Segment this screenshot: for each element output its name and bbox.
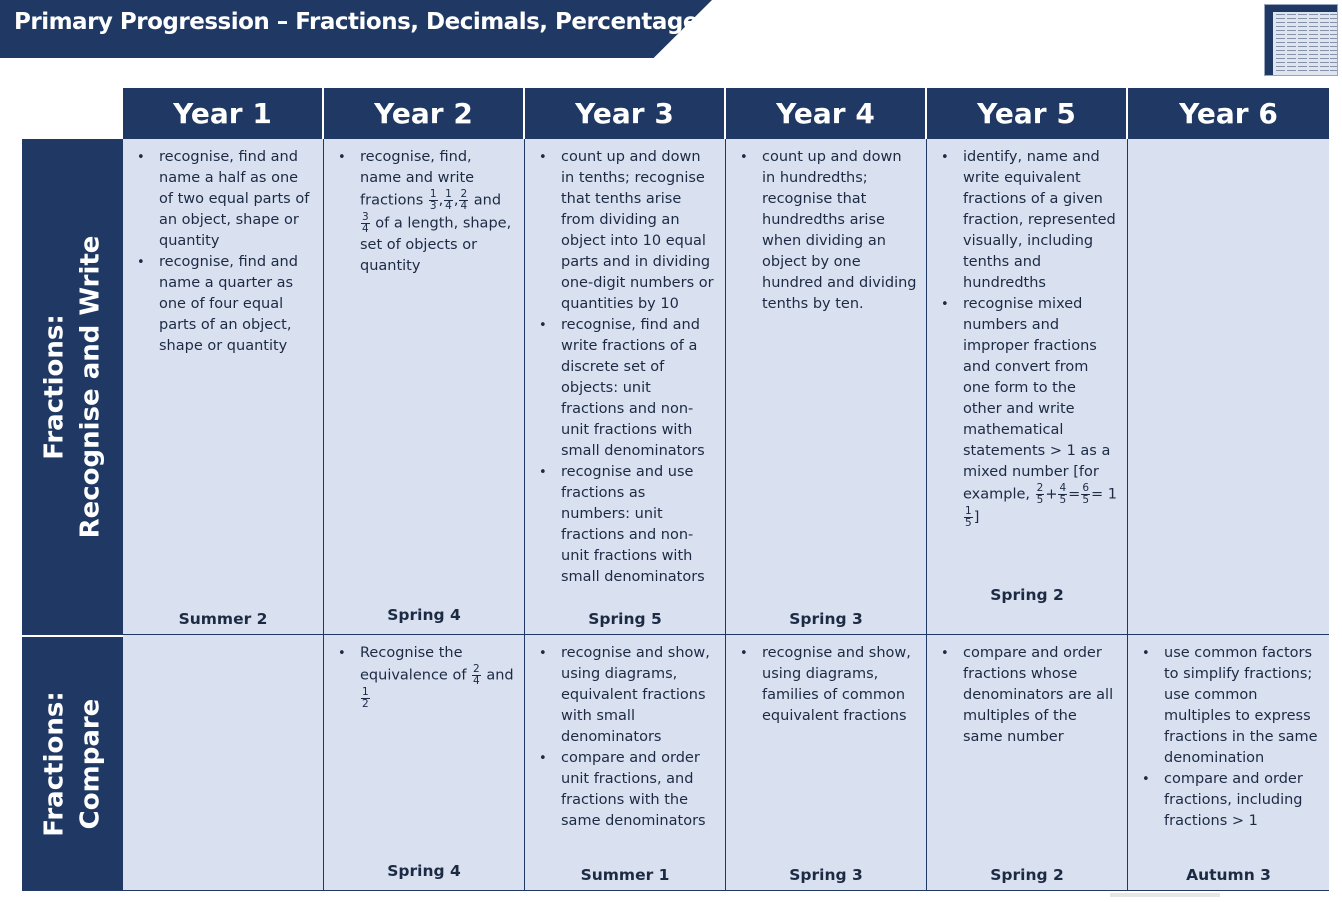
year-2-header: Year 2 <box>324 88 525 139</box>
cell-recognise-year-5 <box>927 139 1128 635</box>
objective-bullet <box>963 294 1119 529</box>
numerator: 1 <box>445 188 452 200</box>
denominator: 3 <box>429 200 437 212</box>
row-header-recognise-write <box>22 139 123 635</box>
objective-text: recognise mixed numbers and improper fractions and convert from one form to the other and write mathematical statements > 1 as a mixed number [for example, <box>963 296 1111 503</box>
year-3-header: Year 3 <box>525 88 726 139</box>
equals-sign: = <box>1068 486 1081 503</box>
objective-text: of a length, shape, set of objects or quantity <box>360 215 512 274</box>
numerator: 1 <box>965 505 972 517</box>
row-label-line1: Fractions: <box>39 314 70 460</box>
equals-sign: = <box>1091 486 1104 503</box>
footer-mark <box>1110 893 1220 897</box>
year-5-header: Year 5 <box>927 88 1128 139</box>
objective-bullet: • compare and order fractions, including fractions > 1 <box>1164 769 1321 832</box>
denominator: 4 <box>473 675 480 687</box>
numerator: 1 <box>429 188 437 200</box>
plus-sign: + <box>1045 486 1058 503</box>
denominator: 4 <box>460 200 468 212</box>
objective-bullet: • compare and order fractions whose denominators are all multiples of the same number <box>963 643 1119 748</box>
cell-recognise-year-6 <box>1128 139 1329 635</box>
fraction <box>1081 483 1090 506</box>
term-label: Spring 2 <box>990 866 1064 884</box>
thumbnail-column <box>1298 14 1307 74</box>
and-word: and <box>486 667 514 684</box>
row-label-line1: Fractions: <box>39 691 70 837</box>
objective-bullet: • identify, name and write equivalent fractions of a given fraction, represented visually, including tenths and hundredths <box>963 147 1119 294</box>
denominator: 5 <box>1059 494 1067 506</box>
numerator: 6 <box>1082 482 1090 494</box>
progression-table <box>22 88 1329 891</box>
row-label-line2: Compare <box>75 698 106 830</box>
row-label-line2: Recognise and Write <box>75 235 106 539</box>
objective-bullet: • use common factors to simplify fractions; use common multiples to express fractions in the same denomination <box>1164 643 1321 769</box>
cell-compare-year-2 <box>324 635 525 891</box>
thumbnail-column <box>1276 14 1285 74</box>
objective-bullet: • recognise and show, using diagrams, families of common equivalent fractions <box>762 643 918 727</box>
fraction <box>361 212 370 235</box>
objective-bullet: • compare and order unit fractions, and fractions with the same denominators <box>561 748 717 832</box>
year-6-header: Year 6 <box>1128 88 1329 139</box>
objective-bullet: • recognise and show, using diagrams, equivalent fractions with small denominators <box>561 643 717 748</box>
numerator: 4 <box>1059 482 1067 494</box>
corner-cell <box>22 88 123 139</box>
objective-bullet: • recognise and use fractions as numbers: unit fractions and non-unit fractions with small denominators <box>561 462 717 588</box>
numerator: 1 <box>362 686 369 698</box>
term-label: Spring 4 <box>387 862 461 880</box>
objective-bullet: • count up and down in hundredths; recognise that hundredths arise when dividing an object by one hundred and dividing tenths by ten. <box>762 147 918 315</box>
cell-compare-year-1 <box>123 635 324 891</box>
denominator: 5 <box>965 517 972 529</box>
year-1-header: Year 1 <box>123 88 324 139</box>
year-4-header: Year 4 <box>726 88 927 139</box>
fraction <box>1058 483 1067 506</box>
numerator: 3 <box>362 211 369 223</box>
thumbnail-column <box>1320 14 1329 74</box>
denominator: 2 <box>362 698 369 710</box>
thumbnail-column <box>1309 14 1318 74</box>
denominator: 5 <box>1082 494 1090 506</box>
term-label: Autumn 3 <box>1186 866 1271 884</box>
fraction <box>964 506 973 529</box>
cell-recognise-year-1 <box>123 139 324 635</box>
cell-compare-year-4 <box>726 635 927 891</box>
numerator: 2 <box>1036 482 1044 494</box>
term-label: Spring 4 <box>387 606 461 624</box>
row-header-compare <box>22 635 123 891</box>
term-label: Summer 2 <box>178 610 268 628</box>
objective-bullet: • recognise, find and name a half as one of two equal parts of an object, shape or quantity <box>159 147 315 252</box>
cell-recognise-year-3 <box>525 139 726 635</box>
thumbnail-header <box>1265 5 1337 12</box>
closing-bracket: ] <box>973 509 980 526</box>
cell-compare-year-6 <box>1128 635 1329 891</box>
and-word: and <box>473 192 502 209</box>
fraction <box>472 664 481 687</box>
page-thumbnail-icon[interactable] <box>1264 4 1338 76</box>
fraction <box>429 189 438 212</box>
term-label: Summer 1 <box>580 866 670 884</box>
thumbnail-column <box>1330 14 1338 74</box>
objective-bullet: • recognise, find and write fractions of a discrete set of objects: unit fractions and non-unit fractions with small denominators <box>561 315 717 462</box>
fraction <box>361 687 370 710</box>
denominator: 4 <box>362 223 369 235</box>
fraction <box>444 189 453 212</box>
objective-bullet: • recognise, find, name and write fractions $\frac{1}{3}$ , $\frac{1}{4}$ , $\frac{2}{4}$ and $\frac{3}{4}$ of a length, shape, set of objects or quantity <box>360 147 516 277</box>
cell-compare-year-5 <box>927 635 1128 891</box>
numerator: 2 <box>473 663 480 675</box>
denominator: 5 <box>1036 494 1044 506</box>
objective-bullet <box>360 643 516 710</box>
cell-compare-year-3 <box>525 635 726 891</box>
objective-text: recognise, find, name and write fractions <box>360 149 475 209</box>
objective-bullet: • recognise, find and name a quarter as one of four equal parts of an object, shape or quantity <box>159 252 315 357</box>
fraction <box>1036 483 1045 506</box>
cell-recognise-year-4 <box>726 139 927 635</box>
objective-text: Recognise the equivalence of <box>360 645 467 684</box>
denominator: 4 <box>445 200 452 212</box>
whole-number: 1 <box>1107 486 1118 503</box>
term-label: Spring 2 <box>990 586 1064 604</box>
objective-bullet: • count up and down in tenths; recognise that tenths arise from dividing an object into 10 equal parts and in dividing one-digit numbers or quantities by 10 <box>561 147 717 315</box>
numerator: 2 <box>460 188 468 200</box>
term-label: Spring 5 <box>588 610 662 628</box>
thumbnail-side <box>1265 12 1273 76</box>
fraction <box>459 189 468 212</box>
term-label: Spring 3 <box>789 610 863 628</box>
thumbnail-column <box>1287 14 1296 74</box>
page-title: Primary Progression – Fractions, Decimals, Percentages <box>14 9 712 35</box>
term-label: Spring 3 <box>789 866 863 884</box>
cell-recognise-year-2 <box>324 139 525 635</box>
